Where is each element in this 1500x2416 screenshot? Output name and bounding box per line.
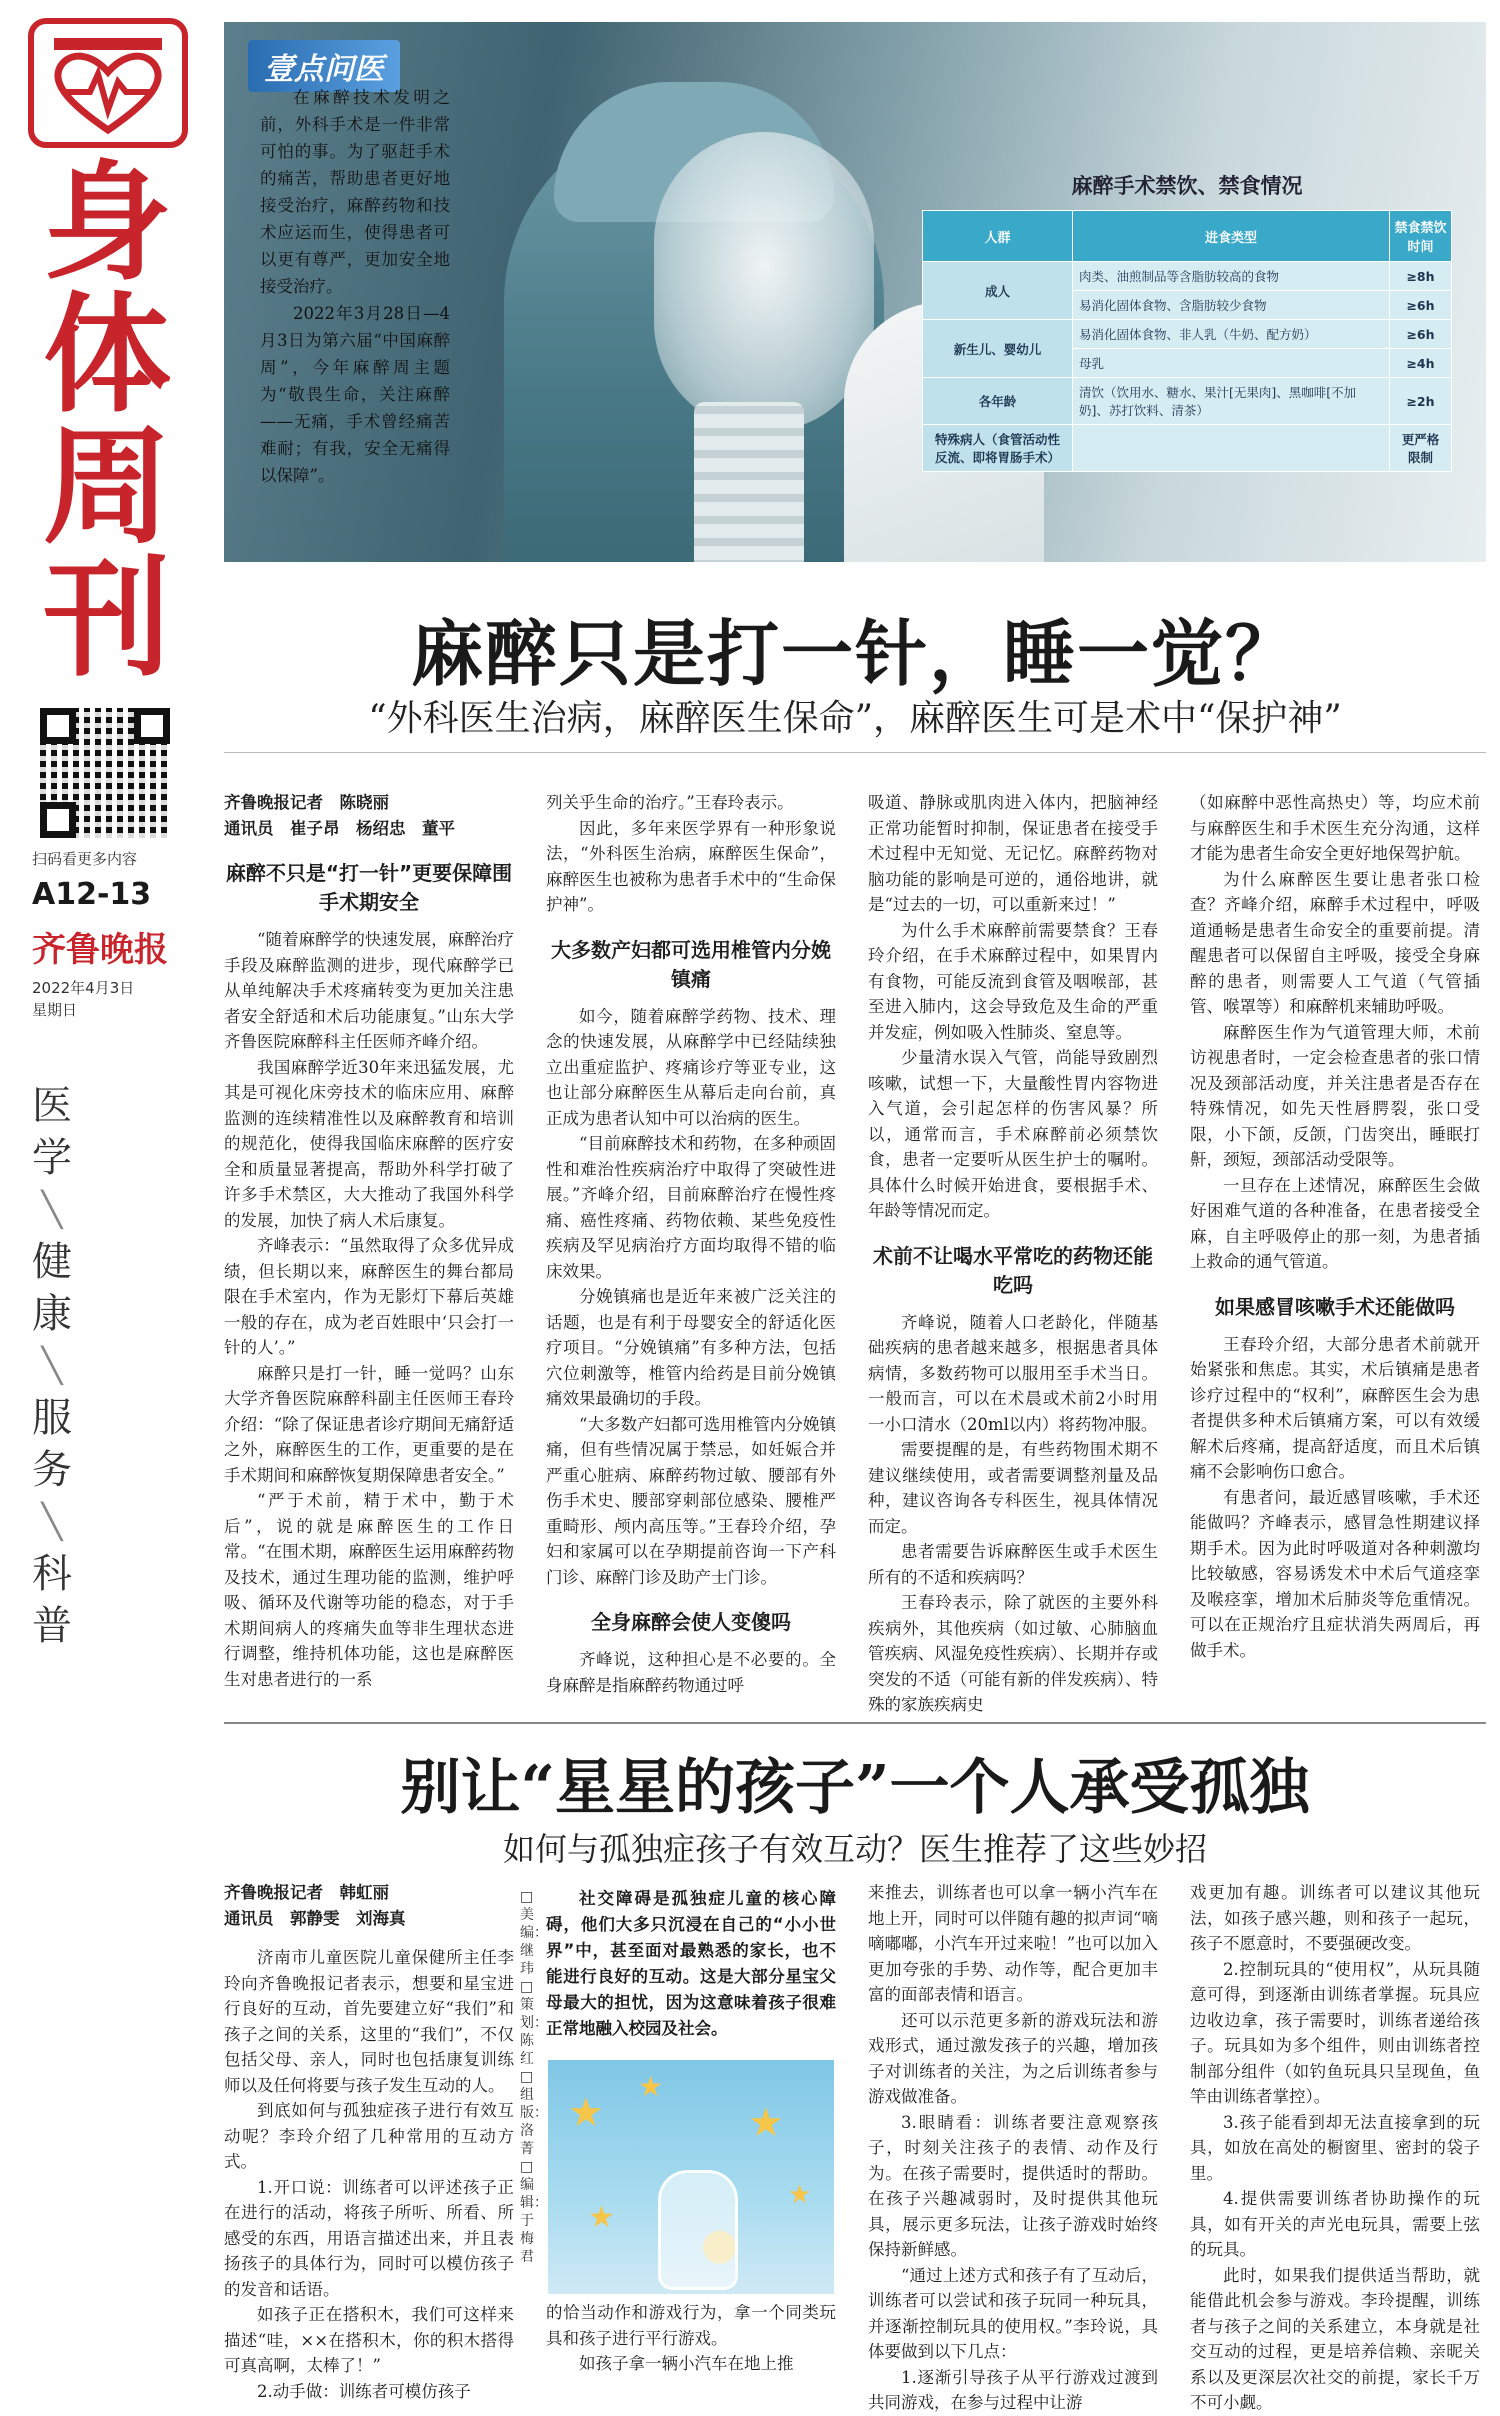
pull-quote: 社交障碍是孤独症儿童的核心障碍，他们大多只沉浸在自己的“小小世界”中，甚至面对最熟悉的家长，也不能进行良好的互动。这是大部分星宝父母最大的担忧，因为这意味着孩子很难正常地融入校园及社会。 [546, 1889, 836, 2038]
heart-monitor-icon [28, 18, 188, 148]
byline: 通讯员 崔子昂 杨绍忠 董平 [224, 818, 455, 838]
page-number: A12-13 [32, 877, 152, 912]
breathing-tube [694, 402, 804, 562]
table-cell: ≥4h [1390, 349, 1452, 378]
table-cell: 新生儿、婴幼儿 [923, 320, 1073, 378]
table-cell: 成人 [923, 262, 1073, 320]
table-cell: 易消化固体食物、非人乳（牛奶、配方奶） [1073, 320, 1390, 349]
section-heading: 如果感冒咳嗽手术还能做吗 [1215, 1294, 1455, 1319]
editor-credits: □美编：继玮 □策划：陈红 □组版：洛菁 □编辑：于梅君 [520, 1889, 548, 2265]
separator: ╲ [41, 1502, 63, 1542]
article2-column-4: 戏更加有趣。训练者可以建议其他玩法，如孩子感兴趣，则和孩子一起玩，孩子不愿意时，不要强硬改变。 2.控制玩具的“使用权”，从玩具随意可得，到逐渐由训练者掌握。玩具应边收边拿，孩子需要时，训练者递给孩子。玩具如为多个组件，则由训练者控制部分组件（如钓鱼玩具只呈现鱼，鱼竿由训练者掌控）。 3.孩子能看到却无法直接拿到的玩具，如放在高处的橱窗里、密封的袋子里。 4.提供需要训练者协助操作的玩具，如有开关的声光电玩具，需要上弦的玩具。 此时，如果我们提供适当帮助，就能借此机会参与游戏。李玲提醒，训练者与孩子之间的关系建立，本身就是社交互动的过程，更是培养信赖、亲昵关系以及更深层次社交的前提，家长千万不可小觑。 [1190, 1883, 1480, 2412]
article2-headline: 别让“星星的孩子”一个人承受孤独 [400, 1753, 1310, 1823]
paper-logo: 齐鲁晚报 [32, 930, 168, 970]
section-heading: 全身麻醉会使人变傻吗 [591, 1610, 791, 1634]
table-cell: 各年龄 [923, 378, 1073, 425]
category-item: 健康 [32, 1239, 72, 1337]
category-item: 服务 [32, 1395, 72, 1493]
anesthesia-mask [654, 132, 874, 432]
table-title: 麻醉手术禁饮、禁食情况 [1071, 173, 1303, 198]
category-item: 医学 [32, 1083, 72, 1181]
table-cell: ≥6h [1390, 291, 1452, 320]
article2-column-3: 来推去，训练者也可以拿一辆小汽车在地上开，同时可以伴随有趣的拟声词“嘀嘀嘟嘟，小汽车开过来啦！”也可以加入更加夸张的手势、动作等，配合更加丰富的面部表情和语言。 还可以示范更多新的游戏玩法和游戏形式，通过激发孩子的兴趣，增加孩子对训练者的关注，为之后训练者参与游戏做准备。 3.眼睛看：训练者要注意观察孩子，时刻关注孩子的表情、动作及行为。在孩子需要时，提供适时的帮助。在孩子兴趣减弱时，及时提供其他玩具，展示更多玩法，让孩子游戏时始终保持新鲜感。 “通过上述方式和孩子有了互动后，训练者可以尝试和孩子玩同一种玩具，并逐渐控制玩具的使用权。”李玲说，具体要做到以下几点： 1.逐渐引导孩子从平行游戏过渡到共同游戏，在参与过程中让游 [868, 1883, 1158, 2412]
bottle-icon [658, 2170, 738, 2290]
table-cell: ≥6h [1390, 320, 1452, 349]
article2-column-2: 的恰当动作和游戏行为，拿一个同类玩具和孩子进行平行游戏。 如孩子拿一辆小汽车在地上推 [546, 2303, 836, 2373]
byline: 齐鲁晚报记者 韩虹丽 [224, 1883, 389, 1902]
table-header: 禁食禁饮时间 [1390, 211, 1452, 262]
fasting-table [922, 210, 1452, 472]
article2-column-1: 齐鲁晚报记者 韩虹丽 通讯员 郭静雯 刘海真 济南市儿童医院儿童保健所主任李玲向齐鲁晚报记者表示，想要和星宝进行良好的互动，首先要建立好“我们”和孩子之间的关系，这里的“我们”，不仅包括父母、亲人，同时也包括康复训练师以及任何将要与孩子发生互动的人。 到底如何与孤独症孩子进行有效互动呢？李玲介绍了几种常用的互动方式。 1.开口说：训练者可以评述孩子正在进行的活动，将孩子所听、所看、所感受的东西，用语言描述出来，并且表扬孩子的具体行为，同时可以模仿孩子的发音和话语。 如孩子正在搭积木，我们可这样来描述“哇，××在搭积木，你的积木搭得可真高啊，太棒了！” 2.动手做：训练者可模仿孩子 [224, 1880, 514, 2404]
table-cell: ≥8h [1390, 262, 1452, 291]
section-heading: 术前不让喝水平常吃的药物还能吃吗 [873, 1243, 1153, 1297]
table-cell: 肉类、油煎制品等含脂肪较高的食物 [1073, 262, 1390, 291]
article1-column-3: 吸道、静脉或肌肉进入体内，把脑神经正常功能暂时抑制，保证患者在接受手术过程中无知觉、无记忆。麻醉药物对脑功能的影响是可逆的，通俗地讲，就是“过去的一切，可以重新来过！” 为什么手术麻醉前需要禁食？王春玲介绍，在手术麻醉过程中，如果胃内有食物，可能反流到食管及咽喉部，甚至进入肺内，这会导致危及生命的严重并发症，例如吸入性肺炎、窒息等。 少量清水误入气管，尚能导致剧烈咳嗽，试想一下，大量酸性胃内容物进入气道，会引起怎样的伤害风暴？所以，通常而言，手术麻醉前必须禁饮食，患者一定要听从医生护士的嘱咐。具体什么时候开始进食，要根据手术、年龄等情况而定。 术前不让喝水平常吃的药物还能吃吗 齐峰说，随着人口老龄化，伴随基础疾病的患者越来越多，根据患者具体病情，多数药物可以服用至手术当日。一般而言，可以在术晨或术前2小时用一小口清水（20ml以内）将药物冲服。 需要提醒的是，有些药物围术期不建议继续使用，或者需要调整剂量及品种，建议咨询各专科医生，视具体情况而定。 患者需要告诉麻醉医生或手术医生所有的不适和疾病吗？ 王春玲表示，除了就医的主要外科疾病外，其他疾病（如过敏、心肺脑血管疾病、风湿免疫性疾病）、长期并存或突发的不适（可能有新的伴发疾病）、特殊的家族疾病史 [868, 793, 1158, 1714]
hero-intro: 在麻醉技术发明之前，外科手术是一件非常可怕的事。为了驱赶手术的痛苦，帮助患者更好地接受治疗，麻醉药物和技术应运而生，使得患者可以更有尊严，更加安全地接受治疗。 2022年3月28日—4月3日为第六届“中国麻醉周”，今年麻醉周主题为“敬畏生命，关注麻醉——无痛，手术曾经痛苦难耐；有我，安全无痛得以保障”。 [260, 88, 450, 485]
byline: 通讯员 郭静雯 刘海真 [224, 1908, 406, 1928]
hero-photo [224, 22, 1486, 562]
table-cell: 母乳 [1073, 349, 1390, 378]
qr-code[interactable] [40, 708, 170, 838]
table-cell: ≥2h [1390, 378, 1452, 425]
issue-date: 2022年4月3日 星期日 [32, 979, 135, 1019]
table-header: 人群 [923, 211, 1073, 262]
star-icon: ★ [568, 2090, 604, 2136]
table-cell [1073, 425, 1390, 472]
article1-subheadline: “外科医生治病，麻醉医生保命”，麻醉医生可是术中“保护神” [368, 698, 1342, 739]
article1-column-2: 列关乎生命的治疗。”王春玲表示。 因此，多年来医学界有一种形象说法，“外科医生治病，麻醉医生保命”，麻醉医生也被称为患者手术中的“生命保护神”。 大多数产妇都可选用椎管内分娩镇痛 如今，随着麻醉学药物、技术、理念的快速发展，从麻醉学中已经陆续独立出重症监护、疼痛诊疗等亚专业，这也让部分麻醉医生从幕后走向台前，真正成为患者认知中可以治病的医生。 “目前麻醉技术和药物，在多种顽固性和难治性疾病治疗中取得了突破性进展。”齐峰介绍，目前麻醉治疗在慢性疼痛、癌性疼痛、药物依赖、某些免疫性疾病及罕见病治疗方面均取得不错的临床效果。 分娩镇痛也是近年来被广泛关注的话题，也是有利于母婴安全的舒适化医疗项目。“分娩镇痛”有多种方法，包括穴位刺激等，椎管内给药是目前分娩镇痛效果最确切的手段。 “大多数产妇都可选用椎管内分娩镇痛，但有些情况属于禁忌，如妊娠合并严重心脏病、麻醉药物过敏、腰部有外伤手术史、腰部穿刺部位感染、腰椎严重畸形、颅内高压等。”王春玲介绍，孕妇和家属可以在孕期提前咨询一下产科门诊、麻醉门诊及助产士门诊。 全身麻醉会使人变傻吗 齐峰说，这种担心是不必要的。全身麻醉是指麻醉药物通过呼 [546, 793, 836, 1695]
table-cell: 易消化固体食物、含脂肪较少食物 [1073, 291, 1390, 320]
byline: 齐鲁晚报记者 陈晓丽 [224, 793, 389, 812]
star-icon: ★ [588, 2200, 615, 2235]
article1-column-1: 齐鲁晚报记者 陈晓丽 通讯员 崔子昂 杨绍忠 董平 麻醉不只是“打一针”更要保障围手术期安全 “随着麻醉学的快速发展，麻醉治疗手段及麻醉监测的进步，现代麻醉学已从单纯解决手术疼痛转变为更加关注患者安全舒适和术后功能康复。”山东大学齐鲁医院麻醉科主任医师齐峰介绍。 我国麻醉学近30年来迅猛发展，尤其是可视化床旁技术的临床应用、麻醉监测的连续精准性以及麻醉教育和培训的规范化，使得我国临床麻醉的医疗安全和质量显著提高，帮助外科学打破了许多手术禁区，大大推动了我国外科学的发展，加快了病人术后康复。 齐峰表示：“虽然取得了众多优异成绩，但长期以来，麻醉医生的舞台都局限在手术室内，作为无影灯下幕后英雄一般的存在，成为老百姓眼中‘只会打一针的人’。” 麻醉只是打一针，睡一觉吗？山东大学齐鲁医院麻醉科副主任医师王春玲介绍：“除了保证患者诊疗期间无痛舒适之外，麻醉医生的工作，更重要的是在手术期间和麻醉恢复期保障患者安全。” “严于术前，精于术中，勤于术后”，说的就是麻醉医生的工作日常。“在围术期，麻醉医生运用麻醉药物及技术，通过生理功能的监测，维护呼吸、循环及代谢等功能的稳态，对于手术期间病人的疼痛失血等非生理状态进行调整，维持机体功能，这也是麻醉医生对患者进行的一系 [224, 790, 514, 1692]
table-cell: 特殊病人（食管活动性反流、即将胃肠手术） [923, 425, 1073, 472]
separator: ╲ [41, 1346, 63, 1386]
fasting-table-block [922, 170, 1452, 472]
divider [224, 752, 1486, 753]
star-icon: ★ [638, 2070, 664, 2103]
separator: ╲ [41, 1190, 63, 1230]
star-bottle-illustration [548, 2060, 834, 2294]
category-list [22, 1080, 82, 1652]
table-cell: 更严格限制 [1390, 425, 1452, 472]
section-heading: 麻醉不只是“打一针”更要保障围手术期安全 [225, 861, 513, 914]
section-title: 身 体 周 刊 [42, 149, 165, 694]
star-icon: ★ [788, 2180, 812, 2210]
category-item: 科普 [32, 1551, 72, 1649]
table-cell: 清饮（饮用水、糖水、果汁[无果肉]、黑咖啡[不加奶]、苏打饮料、清茶） [1073, 378, 1390, 425]
qr-note: 扫码看更多内容 [32, 850, 138, 868]
star-icon: ★ [748, 2100, 784, 2146]
article1-column-4: （如麻醉中恶性高热史）等，均应术前与麻醉医生和手术医生充分沟通，这样才能为患者生命安全更好地保驾护航。 为什么麻醉医生要让患者张口检查？齐峰介绍，麻醉手术过程中，呼吸道通畅是患者生命安全的重要前提。清醒患者可以保留自主呼吸，接受全身麻醉的患者，则需要人工气道（气管插管、喉罩等）和麻醉机来辅助呼吸。 麻醉医生作为气道管理大师，术前访视患者时，一定会检查患者的张口情况及颈部活动度，并关注患者是否存在特殊情况，如先天性唇腭裂，张口受限，小下颌，反颌，门齿突出，睡眠打鼾，颈短，颈部活动受限等。 一旦存在上述情况，麻醉医生会做好困难气道的各种准备，在患者接受全麻，自主呼吸停止的那一刻，为患者插上救命的通气管道。 如果感冒咳嗽手术还能做吗 王春玲介绍，大部分患者术前就开始紧张和焦虑。其实，术后镇痛是患者诊疗过程中的“权利”，麻醉医生会为患者提供多种术后镇痛方案，可以有效缓解术后疼痛，提高舒适度，而且术后镇痛不会影响伤口愈合。 有患者问，最近感冒咳嗽，手术还能做吗？齐峰表示，感冒急性期建议择期手术。因为此时呼吸道对各种刺激均比较敏感，容易诱发术中术后气道痉挛及喉痉挛，增加术后肺炎等危重情况。可以在正规治疗且症状消失两周后，再做手术。 [1190, 793, 1480, 1660]
column-badge: 壹点问医 [248, 40, 400, 92]
article2-subheadline: 如何与孤独症孩子有效互动？医生推荐了这些妙招 [502, 1830, 1207, 1868]
table-header: 进食类型 [1073, 211, 1390, 262]
article1-headline: 麻醉只是打一针，睡一觉？ [410, 611, 1299, 696]
divider [224, 1722, 1486, 1724]
section-heading: 大多数产妇都可选用椎管内分娩镇痛 [551, 937, 831, 991]
